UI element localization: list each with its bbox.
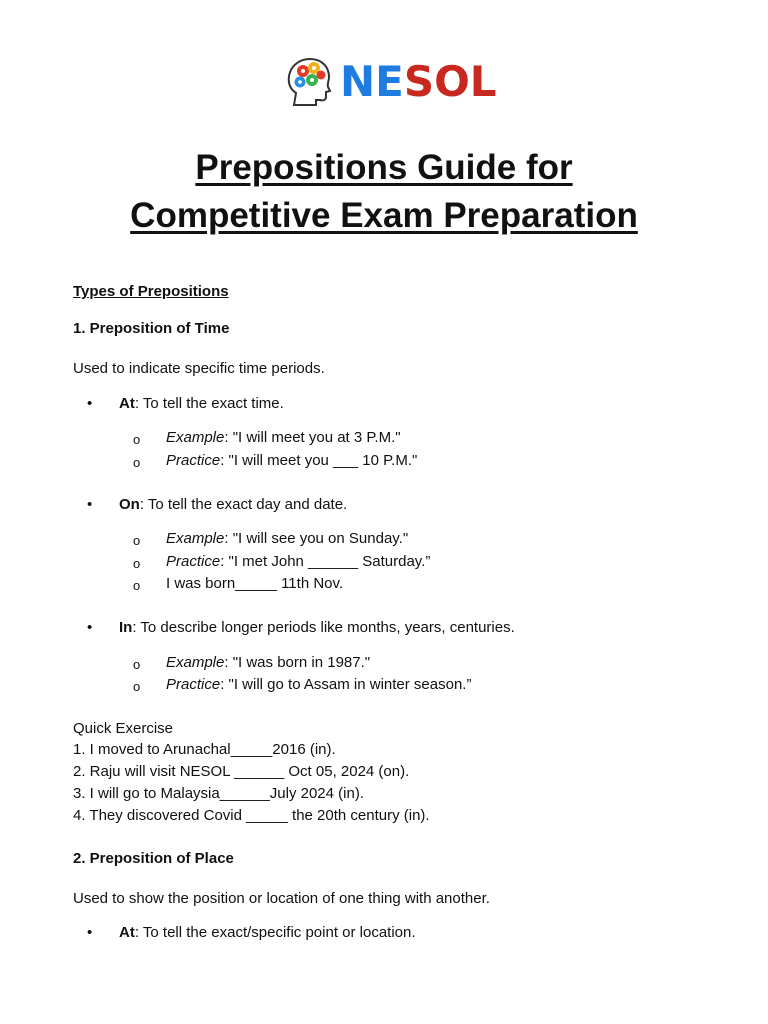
item-label: Example (166, 654, 225, 671)
item-text: : "I met John ______ Saturday.” (220, 553, 431, 570)
place-at-desc: : To tell the exact/specific point or location. (134, 924, 416, 941)
exercise-item: 3. I will go to Malaysia______July 2024 (in). (73, 785, 364, 802)
exercise-item: 2. Raju will visit NESOL ______ Oct 05, 2024 (on). (73, 763, 410, 780)
bullet-in: • (87, 619, 93, 636)
brand-name-ne: NE (340, 57, 404, 106)
bullet-on: • (87, 496, 93, 513)
item-text: : "I will see you on Sunday." (224, 530, 409, 547)
time-on-practice (166, 553, 430, 571)
time-at-example (166, 429, 401, 447)
item-label: Practice (166, 553, 221, 570)
exercise-title: Quick Exercise (73, 720, 174, 737)
page-title-line-2: Competitive Exam Preparation (130, 196, 638, 235)
item-text: : "I will meet you ___ 10 P.M." (220, 452, 418, 469)
time-on-extra: I was born_____ 11th Nov. (166, 575, 344, 592)
item-label: Practice (166, 452, 221, 469)
item-label: Practice (166, 676, 221, 693)
place-at-line (119, 924, 416, 942)
time-on-term: On (119, 496, 140, 513)
time-in-term: In (119, 619, 133, 636)
time-in-practice (166, 676, 471, 694)
item-label: Example (166, 429, 225, 446)
time-at-practice (166, 452, 417, 470)
sub-bullet: o (133, 679, 141, 694)
bullet-place-at: • (87, 924, 93, 941)
item-label: Example (166, 530, 225, 547)
time-in-desc: : To describe longer periods like months, years, centuries. (132, 619, 515, 636)
time-in-line (119, 619, 515, 637)
brand-name-sol: SOL (403, 57, 497, 106)
page-title-line-1: Prepositions Guide for (195, 148, 573, 187)
time-intro: Used to indicate specific time periods. (73, 360, 325, 377)
exercise-item: 4. They discovered Covid _____ the 20th century (in). (73, 807, 430, 824)
time-at-line (119, 395, 284, 413)
item-text: : "I was born in 1987." (224, 654, 371, 671)
sub-bullet: o (133, 556, 141, 571)
sub-bullet: o (133, 455, 141, 470)
time-on-example (166, 530, 408, 548)
sub-bullet: o (133, 578, 141, 593)
sub-bullet: o (133, 657, 141, 672)
bullet-at: • (87, 395, 93, 412)
head-gears-logo-icon (286, 57, 332, 107)
brand-name (340, 57, 497, 106)
section-heading: Types of Prepositions (73, 283, 229, 300)
time-on-line (119, 496, 347, 514)
item-text: : "I will go to Assam in winter season.” (220, 676, 472, 693)
time-on-desc: : To tell the exact day and date. (139, 496, 348, 513)
sub-bullet: o (133, 533, 141, 548)
time-at-desc: : To tell the exact time. (134, 395, 284, 412)
time-heading: 1. Preposition of Time (73, 320, 230, 337)
time-in-example (166, 654, 370, 672)
exercise-item: 1. I moved to Arunachal_____2016 (in). (73, 741, 336, 758)
sub-bullet: o (133, 432, 141, 447)
place-at-term: At (119, 924, 135, 941)
item-text: : "I will meet you at 3 P.M." (224, 429, 401, 446)
brand-logo (286, 56, 497, 108)
place-intro: Used to show the position or location of one thing with another. (73, 890, 490, 907)
place-heading: 2. Preposition of Place (73, 850, 234, 867)
time-at-term: At (119, 395, 135, 412)
